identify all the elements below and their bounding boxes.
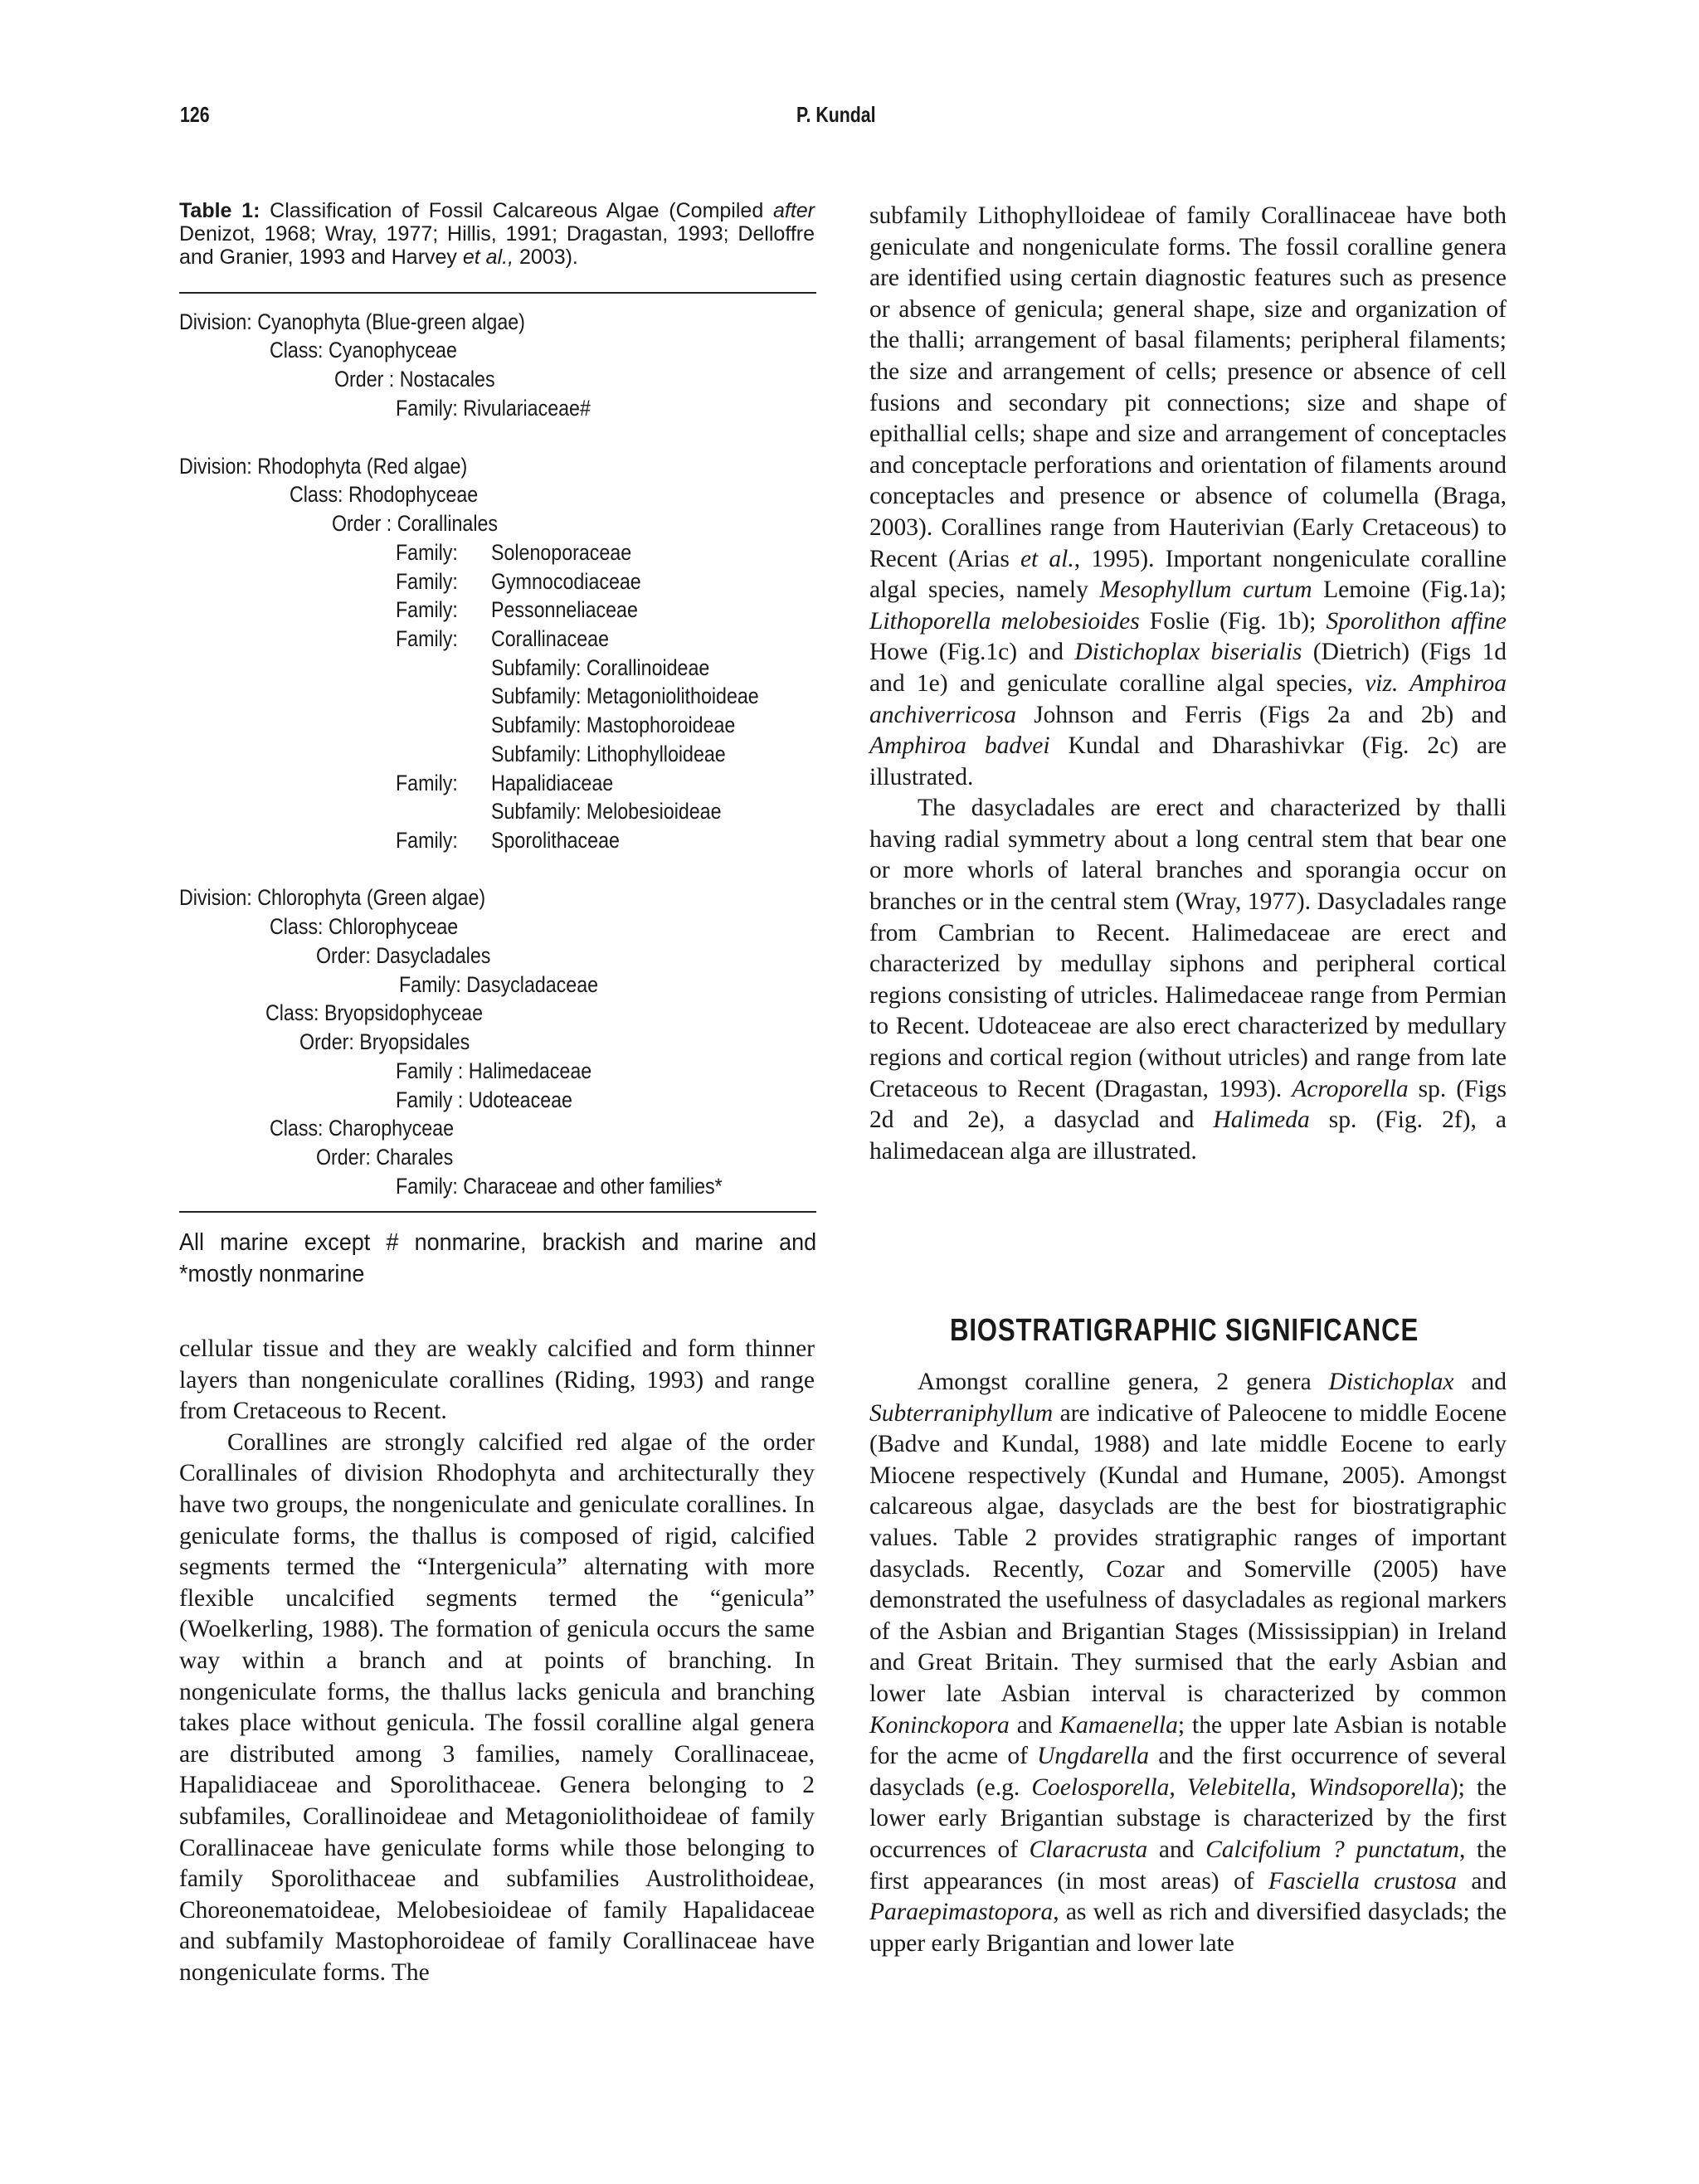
table-row: Order : Nostacales: [334, 367, 495, 392]
page-number: 126: [180, 102, 210, 127]
table-row: Division: Rhodophyta (Red algae): [179, 454, 468, 479]
table-row: Family: Dasycladaceae: [399, 972, 599, 997]
left-column-body: [179, 1334, 815, 1988]
table-row: Division: Chlorophyta (Green algae): [179, 885, 486, 910]
paragraph: Amongst coralline genera, 2 genera Distichoplax and Subterraniphyllum are indicative of Paleocene to middle Eocene (Badve and Kundal, 1988) and late middle Eocene to early Miocene respectively (Kundal and Humane, 2005). Amongst calcareous algae, dasyclads are the best for biostratigraphic values. Table 2 provides stratigraphic ranges of important dasyclads. Recently, Cozar and Somerville (2005) have demonstrated the usefulness of dasycladales as regional markers of the Asbian and Brigantian Stages (Mississippian) in Ireland and Great Britain. They surmised that the early Asbian and lower late Asbian interval is characterized by common Koninckopora and Kamaenella; the upper late Asbian is notable for the acme of Ungdarella and the first occurrence of several dasyclads (e.g. Coelosporella, Velebitella, Windsoporella); the lower early Brigantian substage is characterized by the first occurrences of Claracrusta and Calcifolium ? punctatum, the first appearances (in most areas) of Fasciella crustosa and Paraepimastopora, as well as rich and diversified dasyclads; the upper early Brigantian and lower late: [869, 1369, 1507, 1957]
paragraph: subfamily Lithophylloideae of family Corallinaceae have both geniculate and nongeniculate forms. The fossil coralline genera are identified using certain diagnostic features such as presence or absence of genicula; general shape, size and organization of the thalli; arrangement of basal filaments; peripheral filaments; the size and arrangement of cells; presence or absence of cell fusions and secondary pit connections; size and shape of epithallial cells; shape and size and arrangement of conceptacles and conceptacle perforations and orientation of filaments around conceptacles and presence or absence of columella (Braga, 2003). Corallines range from Hauterivian (Early Cretaceous) to Recent (Arias et al., 1995). Important nongeniculate coralline algal species, namely Mesophyllum curtum Lemoine (Fig.1a); Lithoporella melobesioides Foslie (Fig. 1b); Sporolithon affine Howe (Fig.1c) and Distichoplax biserialis (Dietrich) (Figs 1d and 1e) and geniculate coralline algal species, viz. Amphiroa anchiverricosa Johnson and Ferris (Figs 2a and 2b) and Amphiroa badvei Kundal and Dharashivkar (Fig. 2c) are illustrated.: [869, 202, 1507, 790]
table-row: Class: Bryopsidophyceae: [265, 1000, 484, 1025]
table-row: Family:: [396, 828, 458, 853]
table-top-rule: [179, 292, 816, 294]
table-row: Class: Chlorophyceae: [270, 914, 459, 939]
table-row: Order : Corallinales: [332, 511, 499, 536]
table-bottom-rule: [179, 1211, 816, 1213]
table-row: Hapalidiaceae: [491, 771, 614, 795]
section-heading: BIOSTRATIGRAPHIC SIGNIFICANCE: [950, 1313, 1419, 1348]
paragraph: The dasycladales are erect and characterized by thalli having radial symmetry about a long central stem that bear one or more whorls of lateral branches and sporangia occur on branches or in the central stem (Wray, 1977). Dasycladales range from Cambrian to Recent. Halimedaceae are erect and characterized by medullay siphons and peripheral cortical regions consisting of utricles. Halimedaceae range from Permian to Recent. Udoteaceae are also erect characterized by medullary regions and cortical region (without utricles) and range from late Cretaceous to Recent (Dragastan, 1993). Acroporella sp. (Figs 2d and 2e), a dasyclad and Halimeda sp. (Fig. 2f), a halimedacean alga are illustrated.: [869, 795, 1507, 1165]
table-row: Class: Rhodophyceae: [290, 482, 479, 507]
right-column-body: [869, 201, 1507, 1167]
table-label: Table 1:: [179, 199, 260, 222]
table-row: Family:: [396, 597, 458, 622]
table-row: Corallinaceae: [491, 626, 609, 651]
table-row: Family:: [396, 540, 458, 565]
table-row: Gymnocodiaceae: [491, 569, 641, 594]
running-header-author: P. Kundal: [796, 102, 876, 127]
table-row: Pessonneliaceae: [491, 597, 638, 622]
table-caption: Table 1: Classification of Fossil Calcareous Algae (Compiled after Denizot, 1968; Wray, 1977; Hillis, 1991; Dragastan, 1993; Delloffre and Granier, 1993 and Harvey et al., 2003).: [179, 199, 815, 269]
table-row: Division: Cyanophyta (Blue-green algae): [179, 309, 525, 334]
table-row: Family: Rivulariaceae#: [396, 396, 591, 421]
table-row: Family : Udoteaceae: [396, 1087, 572, 1112]
table-row: Family:: [396, 569, 458, 594]
table-row: Order: Charales: [316, 1145, 454, 1170]
table-row: Sporolithaceae: [491, 828, 620, 853]
table-row: Subfamily: Metagoniolithoideae: [491, 683, 759, 708]
paragraph: Corallines are strongly calcified red algae of the order Corallinales of division Rhodophyta and architecturally they have two groups, the nongeniculate and geniculate corallines. In geniculate forms, the thallus is composed of rigid, calcified segments termed the “Intergenicula” alternating with more flexible uncalcified segments termed the “genicula” (Woelkerling, 1988). The formation of genicula occurs the same way within a branch and at points of branching. In nongeniculate forms, the thallus lacks genicula and branching takes place without genicula. The fossil coralline algal genera are distributed among 3 families, namely Corallinaceae, Hapalidiaceae and Sporolithaceae. Genera belonging to 2 subfamiles, Corallinoideae and Metagoniolithoideae of family Corallinaceae have geniculate forms while those belonging to family Sporolithaceae and subfamilies Austrolithoideae, Choreonematoideae, Melobesioideae of family Hapalidaceae and subfamily Mastophoroideae of family Corallinaceae have nongeniculate forms. The: [179, 1428, 815, 1986]
table-row: Order: Dasycladales: [316, 943, 491, 968]
table-row: Subfamily: Melobesioideae: [491, 799, 722, 824]
table-row: Solenoporaceae: [491, 540, 632, 565]
table-footnote: All marine except # nonmarine, brackish and marine and *mostly nonmarine: [179, 1229, 817, 1287]
table-row: Subfamily: Mastophoroideae: [491, 713, 736, 737]
table-row: Family: Characeae and other families*: [396, 1174, 723, 1199]
table-row: Class: Charophyceae: [270, 1116, 455, 1141]
table-row: Family:: [396, 626, 458, 651]
table-row: Family:: [396, 771, 458, 795]
table-row: Order: Bryopsidales: [299, 1029, 470, 1054]
table-row: Subfamily: Corallinoideae: [491, 655, 710, 680]
paragraph: cellular tissue and they are weakly calcified and form thinner layers than nongeniculate corallines (Riding, 1993) and range from Cretaceous to Recent.: [179, 1335, 815, 1425]
table-row: Family : Halimedaceae: [396, 1058, 592, 1083]
table-row: Class: Cyanophyceae: [270, 338, 457, 362]
table-row: Subfamily: Lithophylloideae: [491, 742, 726, 766]
section-body: [869, 1367, 1507, 1959]
